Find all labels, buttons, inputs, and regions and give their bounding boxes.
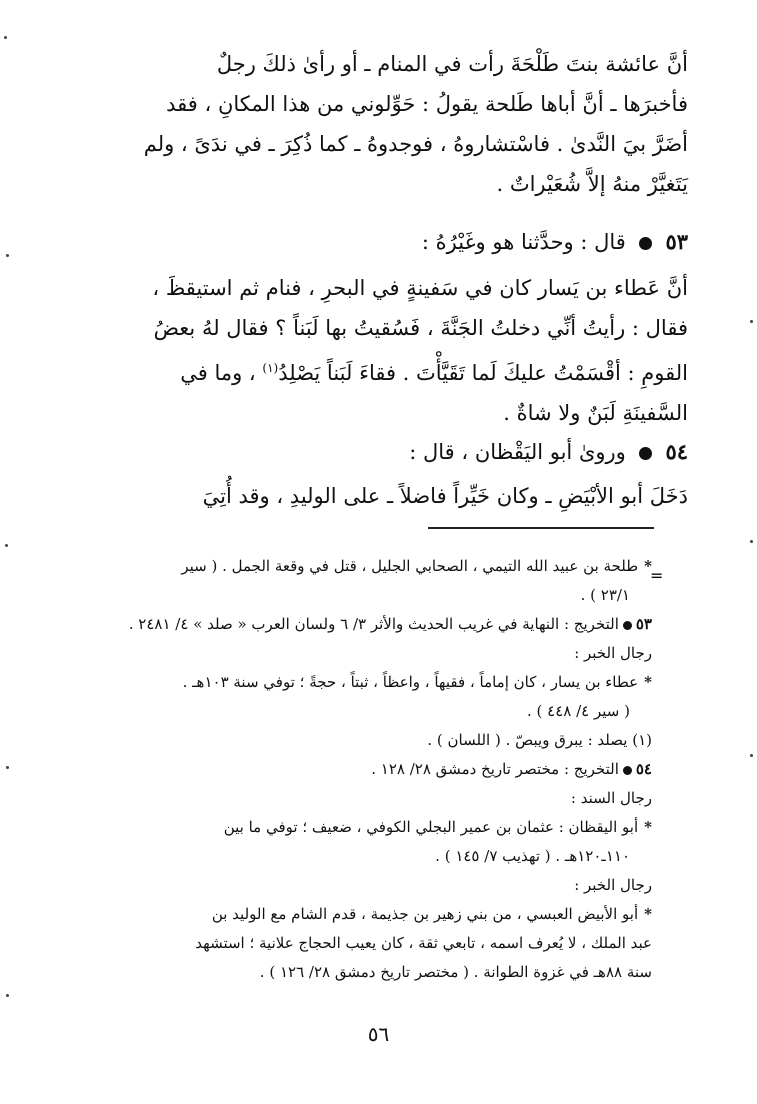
margin-mark — [750, 320, 753, 323]
section-number: ٥٣ — [665, 229, 688, 254]
paragraph-line: أضَرَّ بيَ النَّدىٰ . فاسْتشاروهُ ، فوجدوهُ ـ كما ذُكِرَ ـ في ندَىً ، ولم — [143, 132, 688, 156]
paragraph-line — [86, 348, 688, 393]
asterisk-icon: * — [644, 818, 652, 836]
footnote-number: ٥٤ — [635, 760, 652, 778]
paragraph-line: دَخَلَ أبو الأبْيَضِ ـ وكان خَيِّراً فاضلاً ـ على الوليدِ ، وقد أُتِيَ — [202, 484, 688, 508]
paragraph-line: فأخبرَها ـ أنَّ أباها طَلحة يقولُ : حَوِّلوني من هذا المكانِ ، فقد — [166, 92, 688, 116]
paragraph-line: أنَّ عَطاء بن يَسار كان في سَفينةٍ في البحرِ ، فنام ثم استيقظَ ، — [152, 276, 688, 300]
bullet-icon — [623, 621, 632, 630]
asterisk-icon: * — [644, 905, 652, 923]
bullet-icon — [639, 237, 652, 250]
section-heading-text: وروىٰ أبو اليَقْظان ، قال : — [409, 440, 626, 464]
footnote-line — [86, 900, 652, 929]
continuation-mark: = — [650, 566, 664, 585]
footnote-line — [86, 610, 652, 639]
margin-mark — [6, 766, 9, 769]
asterisk-icon: * — [644, 557, 652, 575]
footnote-line: عبد الملك ، لا يُعرف اسمه ، تابعي ثقة ، كان يعيب الحجاج علانية ؛ استشهد — [195, 934, 652, 952]
footnote-text: التخريج : مختصر تاريخ دمشق ٢٨/ ١٢٨ . — [371, 760, 619, 778]
section-heading-text: قال : وحدَّثنا هو وغَيْرُهُ : — [421, 230, 626, 254]
margin-mark — [6, 254, 9, 257]
footnote-line: (١) يصلد : يبرق ويبصّ . ( اللسان ) . — [427, 731, 652, 749]
main-text-block-1 — [86, 44, 688, 204]
footnote-line: ١١٠ـ١٢٠هـ . ( تهذيب ٧/ ١٤٥ ) . — [435, 847, 630, 865]
page-number: ٥٦ — [367, 1022, 390, 1046]
paragraph-line: السَّفينَةِ لَبَنٌ ولا شاةٌ . — [503, 401, 688, 425]
footnote-line — [86, 813, 652, 842]
footnote-line: رجال الخبر : — [574, 644, 652, 662]
footnote-line: رجال الخبر : — [574, 876, 652, 894]
paragraph-line: أنَّ عائشة بنتَ طَلْحَةَ رأت في المنام ـ أو رأىٰ ذلكَ رجلٌ — [216, 52, 688, 76]
main-text-block-3 — [86, 476, 688, 516]
section-heading-53 — [86, 222, 688, 262]
margin-mark — [4, 36, 7, 39]
footnote-text: أبو اليقظان : عثمان بن عمير البجلي الكوفي ، ضعيف ؛ توفي ما بين — [223, 818, 639, 836]
footnote-number: ٥٣ — [635, 615, 652, 633]
section-number: ٥٤ — [665, 439, 688, 464]
footnote-text: التخريج : النهاية في غريب الحديث والأثر ٣/ ٦ ولسان العرب « صلد » ٤/ ٢٤٨١ . — [128, 615, 619, 633]
main-text-block-2 — [86, 268, 688, 433]
footnote-line: ٢٣/١ ) . — [580, 586, 630, 604]
footnote-line: رجال السند : — [570, 789, 652, 807]
margin-mark — [6, 994, 9, 997]
margin-mark — [5, 544, 8, 547]
footnote-divider — [428, 527, 654, 529]
line-text: القومِ : أقْسَمْتُ عليكَ لَما تَقَيَّأْتَ . فقاءَ لَبَناً يَصْلِدُ — [278, 361, 688, 385]
footnote-text: أبو الأبيض العبسي ، من بني زهير بن جذيمة ، قدم الشام مع الوليد بن — [211, 905, 639, 923]
bullet-icon — [639, 447, 652, 460]
margin-mark — [750, 754, 753, 757]
footnote-line: سنة ٨٨هـ في غزوة الطوانة . ( مختصر تاريخ دمشق ٢٨/ ١٢٦ ) . — [259, 963, 652, 981]
paragraph-line: فقال : رأيتُ أنِّي دخلتُ الجَنَّةَ ، فَسُقيتُ بها لَبَناً ؟ فقال لهُ بعضُ — [153, 316, 688, 340]
paragraph-line: يَتَغيَّرْ منهُ إلاَّ شُعَيْراتٌ . — [496, 172, 688, 196]
bullet-icon — [623, 766, 632, 775]
footnote-line: ( سير ٤/ ٤٤٨ ) . — [527, 702, 630, 720]
footnote-line — [86, 552, 652, 581]
footnotes — [86, 552, 652, 987]
footnote-line — [86, 668, 652, 697]
footnote-text: طلحة بن عبيد الله التيمي ، الصحابي الجليل ، قتل في وقعة الجمل . ( سير — [181, 557, 639, 575]
section-heading-54 — [86, 432, 688, 472]
footnote-ref: (١) — [262, 361, 279, 375]
margin-mark — [750, 540, 753, 543]
footnote-line — [86, 755, 652, 784]
line-text-end: ، وما في — [180, 361, 256, 385]
footnote-text: عطاء بن يسار ، كان إماماً ، فقيهاً ، واعظاً ، ثبتاً ، حجةً ؛ توفي سنة ١٠٣هـ . — [182, 673, 639, 691]
asterisk-icon: * — [644, 673, 652, 691]
